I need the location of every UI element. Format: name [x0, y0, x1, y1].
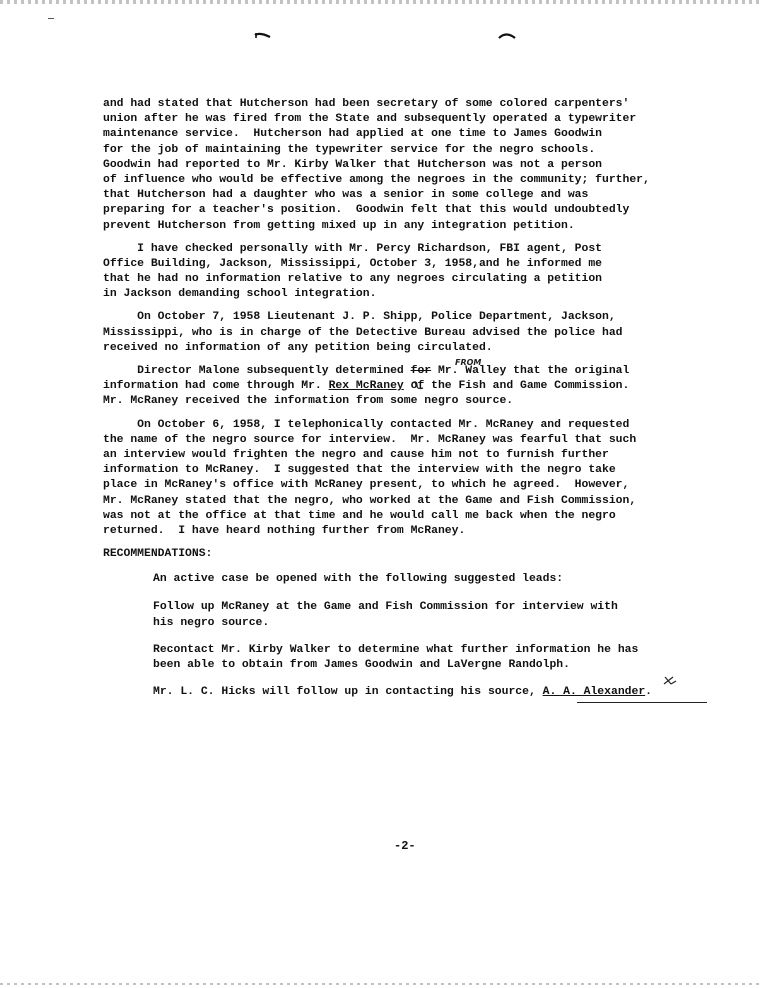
- text-segment: Mr. L. C. Hicks will follow up in contacting his source,: [153, 686, 543, 699]
- handwritten-mark: [663, 675, 677, 687]
- paragraph-mcraney: [103, 418, 718, 540]
- recommendation-item: [103, 572, 718, 587]
- recommendation-item: [103, 600, 718, 630]
- letter-body: [103, 97, 718, 712]
- page-top-edge: [0, 0, 763, 4]
- text-line: in Jackson demanding school integration.: [103, 288, 377, 301]
- underlined-name: Rex McRaney: [328, 380, 404, 393]
- text-segment: information had come through Mr.: [103, 380, 329, 393]
- text-line: been able to obtain from James Goodwin and LaVergne Randolph.: [153, 659, 570, 671]
- text-line: received no information of any petition being circulated.: [103, 341, 493, 354]
- text-line: Mississippi, who is in charge of the Detective Bureau advised the police had: [103, 326, 623, 339]
- text-line: place in McRaney's office with McRaney present, to which he agreed. However,: [103, 479, 630, 492]
- text-line: preparing for a teacher's position. Goodwin felt that this would undoubtedly: [103, 204, 630, 217]
- binder-mark-left: [254, 32, 272, 40]
- handwritten-mark: [411, 380, 425, 392]
- text-line: information to McRaney. I suggested that the interview with the negro take: [103, 464, 616, 477]
- paragraph-hutcherson: [103, 97, 718, 234]
- text-line: Goodwin had reported to Mr. Kirby Walker that Hutcherson was not a person: [103, 158, 602, 171]
- paragraph-malone: [103, 358, 718, 410]
- handwritten-insert: FROM: [455, 358, 482, 367]
- recommendations-heading: [103, 547, 718, 562]
- text-line: On October 6, 1958, I telephonically contacted Mr. McRaney and requested: [103, 418, 630, 431]
- binder-mark-right: [498, 32, 516, 40]
- recommendation-item: [103, 643, 718, 673]
- recommendation-item: [103, 685, 718, 700]
- margin-tick-mark: [48, 18, 54, 19]
- paragraph-shipp: [103, 310, 718, 356]
- handwritten-underline: [577, 702, 707, 703]
- page-bottom-edge: [0, 983, 763, 985]
- text-segment: Mr. Walley that the original: [431, 365, 630, 377]
- text-line: Mr. McRaney received the information from some negro source.: [103, 395, 514, 408]
- text-line: Mr. McRaney stated that the negro, who worked at the Game and Fish Commission,: [103, 494, 637, 507]
- text-line: his negro source.: [153, 616, 270, 629]
- text-line: Office Building, Jackson, Mississippi, October 3, 1958,and he informed me: [103, 257, 602, 270]
- text-line: I have checked personally with Mr. Percy Richardson, FBI agent, Post: [103, 242, 602, 255]
- paragraph-richardson: [103, 242, 718, 303]
- text-line: the name of the negro source for interview. Mr. McRaney was fearful that such: [103, 433, 637, 446]
- text-line: An active case be opened with the following suggested leads:: [153, 573, 564, 586]
- text-line: On October 7, 1958 Lieutenant J. P. Shipp, Police Department, Jackson,: [103, 311, 616, 324]
- text-line: was not at the office at that time and he would call me back when the negro: [103, 509, 616, 522]
- text-line: and had stated that Hutcherson had been secretary of some colored carpenters': [103, 98, 630, 110]
- text-line: Follow up McRaney at the Game and Fish Commission for interview with: [153, 601, 618, 614]
- heading-text: RECOMMENDATIONS:: [103, 548, 213, 561]
- text-line: union after he was fired from the State and subsequently operated a typewriter: [103, 113, 637, 126]
- text-line: [103, 364, 718, 379]
- underlined-name: A. A. Alexander: [542, 686, 646, 699]
- text-line: prevent Hutcherson from getting mixed up in any integration petition.: [103, 219, 575, 232]
- struck-word: for: [410, 365, 432, 377]
- text-line: that Hutcherson had a daughter who was a senior in some college and was: [103, 189, 589, 202]
- text-line: Recontact Mr. Kirby Walker to determine what further information he has: [153, 643, 639, 656]
- page-number: -2-: [394, 839, 416, 853]
- text-line: [153, 685, 718, 700]
- text-segment: .: [645, 686, 653, 699]
- text-segment: Director Malone subsequently determined: [103, 365, 411, 377]
- text-line: for the job of maintaining the typewriter service for the negro schools.: [103, 143, 596, 156]
- text-line: of influence who would be effective among the negroes in the community; further,: [103, 173, 650, 186]
- text-line: that he had no information relative to any negroes circulating a petition: [103, 273, 602, 286]
- text-line: maintenance service. Hutcherson had applied at one time to James Goodwin: [103, 128, 602, 141]
- text-line: an interview would frighten the negro and cause him not to furnish further: [103, 448, 609, 461]
- text-line: returned. I have heard nothing further from McRaney.: [103, 524, 466, 537]
- text-segment: of the Fish and Game Commission.: [403, 380, 630, 393]
